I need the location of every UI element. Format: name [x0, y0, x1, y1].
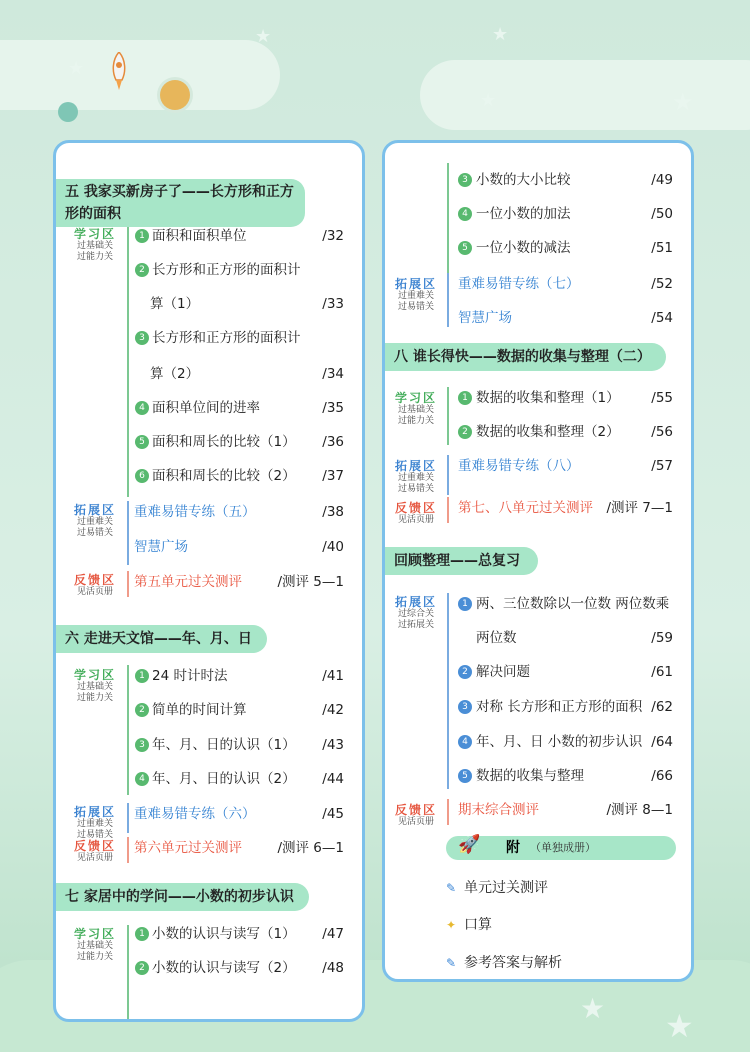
toc-row[interactable]: [385, 307, 691, 329]
toc-row[interactable]: [56, 501, 362, 523]
toc-title: 年、月、日 小数的初步认识: [476, 734, 643, 750]
star-icon: ★: [492, 24, 509, 45]
zone-sub: 过重难关: [76, 517, 113, 527]
number-badge: 6: [135, 469, 149, 483]
appendix-subtitle: （单独成册）: [530, 841, 596, 854]
zone-sub: 过拓展关: [397, 620, 434, 630]
toc-row[interactable]: [385, 661, 691, 683]
toc-row[interactable]: [385, 593, 691, 615]
appendix-header: [446, 836, 676, 860]
toc-row[interactable]: [56, 923, 362, 945]
toc-row[interactable]: [385, 169, 691, 191]
toc-row[interactable]: [385, 421, 691, 443]
pencil-icon: ✎: [446, 881, 457, 895]
toc-page: /51: [651, 240, 673, 256]
toc-title: 重难易错专练（六）: [134, 806, 256, 822]
zone-title: 反馈区: [394, 803, 437, 817]
rocket-icon: 🚀: [458, 834, 481, 855]
zone-sub: 过重难关: [397, 291, 434, 301]
zone-sub: 见活页册: [397, 817, 434, 827]
toc-title: 期末综合测评: [458, 802, 539, 818]
toc-page: /45: [322, 806, 344, 822]
toc-page: /48: [322, 960, 344, 976]
appendix-title: 附: [506, 840, 520, 856]
toc-page: /57: [651, 458, 673, 474]
zone-title: 拓展区: [73, 805, 116, 819]
toc-row[interactable]: [56, 768, 362, 790]
toc-title: 长方形和正方形的面积计: [152, 330, 301, 346]
toc-title: 数据的收集和整理（1）: [476, 390, 620, 406]
toc-row[interactable]: [56, 225, 362, 247]
zone-title: 拓展区: [394, 277, 437, 291]
toc-page: /测评 8—1: [606, 802, 673, 818]
toc-row[interactable]: [56, 665, 362, 687]
toc-row[interactable]: [385, 455, 691, 477]
planet-icon: [58, 102, 78, 122]
toc-page: /32: [322, 228, 344, 244]
number-badge: 3: [135, 738, 149, 752]
zone-sub: 过易错关: [76, 528, 113, 538]
toc-row[interactable]: [56, 699, 362, 721]
toc-page: /59: [651, 630, 673, 646]
toc-row[interactable]: [56, 536, 362, 558]
toc-row[interactable]: [385, 203, 691, 225]
toc-title: 两、三位数除以一位数 两位数乘: [476, 596, 670, 612]
toc-page: /62: [651, 699, 673, 715]
zone-sub: 过能力关: [76, 693, 113, 703]
zone-title: 学习区: [73, 668, 116, 682]
number-badge: 5: [458, 769, 472, 783]
appendix-item-label: 单元过关测评: [464, 880, 548, 896]
toc-title: 第六单元过关测评: [134, 840, 242, 856]
zone-sub: 过基础关: [397, 405, 434, 415]
toc-page: /34: [322, 366, 344, 382]
toc-row[interactable]: [385, 387, 691, 409]
toc-title: 智慧广场: [458, 310, 512, 326]
zone-sub: 过易错关: [76, 830, 113, 840]
toc-title: 第七、八单元过关测评: [458, 500, 593, 516]
zone-title: 反馈区: [73, 839, 116, 853]
toc-title: 两位数: [476, 630, 517, 646]
toc-title: 一位小数的加法: [476, 206, 571, 222]
toc-row[interactable]: [56, 293, 362, 315]
background-cloud: [420, 60, 750, 130]
zone-title: 拓展区: [73, 503, 116, 517]
number-badge: 3: [135, 331, 149, 345]
toc-page: /49: [651, 172, 673, 188]
zone-sub: 过易错关: [397, 302, 434, 312]
toc-title: 解决问题: [476, 664, 530, 680]
toc-title: 小数的认识与读写（1）: [152, 926, 296, 942]
toc-row[interactable]: [56, 327, 362, 349]
toc-row[interactable]: [56, 397, 362, 419]
toc-page: /33: [322, 296, 344, 312]
zone-sub: 过基础关: [76, 241, 113, 251]
toc-title: 简单的时间计算: [152, 702, 247, 718]
toc-title: 第五单元过关测评: [134, 574, 242, 590]
number-badge: 2: [135, 703, 149, 717]
toc-title: 面积单位间的进率: [152, 400, 260, 416]
number-badge: 1: [135, 669, 149, 683]
star-icon: ★: [255, 26, 272, 47]
section-banner-6: 六 走进天文馆——年、月、日: [53, 625, 267, 653]
zone-sub: 过重难关: [76, 819, 113, 829]
toc-page: /66: [651, 768, 673, 784]
appendix-item-label: 参考答案与解析: [464, 955, 562, 971]
number-badge: 4: [135, 772, 149, 786]
zone-sub: 见活页册: [76, 587, 113, 597]
zone-sub: 见活页册: [76, 853, 113, 863]
toc-title: 重难易错专练（五）: [134, 504, 256, 520]
toc-row[interactable]: [56, 734, 362, 756]
number-badge: 1: [135, 927, 149, 941]
toc-row[interactable]: [385, 799, 691, 821]
number-badge: 2: [458, 665, 472, 679]
toc-title: 面积和面积单位: [152, 228, 247, 244]
toc-page: /43: [322, 737, 344, 753]
appendix-item[interactable]: [446, 878, 548, 898]
number-badge: 2: [135, 263, 149, 277]
toc-title: 面积和周长的比较（1）: [152, 434, 296, 450]
number-badge: 4: [135, 401, 149, 415]
section-banner-8: 八 谁长得快——数据的收集与整理（二）: [382, 343, 666, 371]
toc-page: /41: [322, 668, 344, 684]
toc-page: /61: [651, 664, 673, 680]
number-badge: 5: [135, 435, 149, 449]
toc-page: /56: [651, 424, 673, 440]
number-badge: 1: [458, 391, 472, 405]
star-icon: ★: [665, 1007, 694, 1045]
toc-page: /测评 5—1: [277, 574, 344, 590]
zone-title: 拓展区: [394, 459, 437, 473]
number-badge: 4: [458, 207, 472, 221]
toc-row[interactable]: [385, 237, 691, 259]
toc-row[interactable]: [56, 957, 362, 979]
number-badge: 3: [458, 173, 472, 187]
toc-row[interactable]: [385, 765, 691, 787]
toc-title: 数据的收集与整理: [476, 768, 584, 784]
toc-row[interactable]: [56, 259, 362, 281]
zone-sub: 过基础关: [76, 682, 113, 692]
toc-row[interactable]: [56, 837, 362, 859]
toc-page: /42: [322, 702, 344, 718]
toc-title: 面积和周长的比较（2）: [152, 468, 296, 484]
toc-title: 小数的认识与读写（2）: [152, 960, 296, 976]
toc-row[interactable]: [56, 431, 362, 453]
lightbulb-icon: ✦: [446, 918, 457, 932]
toc-title: 算（2）: [150, 366, 200, 382]
toc-title: 一位小数的减法: [476, 240, 571, 256]
toc-page: /36: [322, 434, 344, 450]
number-badge: 3: [458, 700, 472, 714]
number-badge: 5: [458, 241, 472, 255]
star-icon: ★: [480, 90, 497, 111]
toc-title: 年、月、日的认识（1）: [152, 737, 296, 753]
zone-sub: 过能力关: [76, 252, 113, 262]
toc-row[interactable]: [385, 497, 691, 519]
toc-page: /50: [651, 206, 673, 222]
toc-page: /测评 7—1: [606, 500, 673, 516]
toc-right-panel: [382, 140, 694, 982]
zone-title: 学习区: [73, 927, 116, 941]
appendix-item-label: 口算: [464, 917, 492, 933]
toc-row[interactable]: [385, 627, 691, 649]
toc-page: /35: [322, 400, 344, 416]
zone-title: 学习区: [394, 391, 437, 405]
zone-title: 反馈区: [394, 501, 437, 515]
toc-title: 算（1）: [150, 296, 200, 312]
toc-row[interactable]: [56, 571, 362, 593]
pencil-icon: ✎: [446, 956, 457, 970]
number-badge: 1: [135, 229, 149, 243]
appendix-item[interactable]: [446, 915, 492, 935]
background-cloud: [0, 40, 280, 110]
section-banner-review: 回顾整理——总复习: [382, 547, 538, 575]
zone-sub: 过重难关: [397, 473, 434, 483]
toc-title: 24 时计时法: [152, 668, 228, 684]
toc-row[interactable]: [385, 696, 691, 718]
zone-sub: 过易错关: [397, 484, 434, 494]
toc-title: 年、月、日的认识（2）: [152, 771, 296, 787]
toc-row[interactable]: [56, 363, 362, 385]
toc-page: /64: [651, 734, 673, 750]
star-icon: ★: [672, 88, 694, 116]
toc-title: 智慧广场: [134, 539, 188, 555]
toc-title: 小数的大小比较: [476, 172, 571, 188]
zone-sub: 过综合关: [397, 609, 434, 619]
toc-title: 重难易错专练（七）: [458, 276, 580, 292]
toc-row[interactable]: [56, 465, 362, 487]
toc-title: 重难易错专练（八）: [458, 458, 580, 474]
number-badge: 2: [458, 425, 472, 439]
star-icon: ★: [68, 58, 85, 79]
toc-page: /37: [322, 468, 344, 484]
star-icon: ★: [580, 992, 606, 1025]
toc-page: /测评 6—1: [277, 840, 344, 856]
rocket-icon: [106, 52, 132, 92]
zone-line: [447, 593, 449, 789]
toc-row[interactable]: [385, 273, 691, 295]
toc-page: /52: [651, 276, 673, 292]
zone-sub: 过能力关: [397, 416, 434, 426]
toc-row[interactable]: [385, 731, 691, 753]
zone-title: 拓展区: [394, 595, 437, 609]
toc-page: /38: [322, 504, 344, 520]
number-badge: 4: [458, 735, 472, 749]
zone-title: 学习区: [73, 227, 116, 241]
zone-sub: 过基础关: [76, 941, 113, 951]
number-badge: 2: [135, 961, 149, 975]
section-banner-5: 五 我家买新房子了——长方形和正方形的面积: [53, 179, 305, 227]
zone-sub: 见活页册: [397, 515, 434, 525]
toc-row[interactable]: [56, 803, 362, 825]
section-banner-7: 七 家居中的学问——小数的初步认识: [53, 883, 309, 911]
appendix-item[interactable]: [446, 953, 562, 973]
toc-title: 数据的收集和整理（2）: [476, 424, 620, 440]
planet-icon: [160, 80, 190, 110]
toc-page: /44: [322, 771, 344, 787]
toc-page: /40: [322, 539, 344, 555]
toc-page: /54: [651, 310, 673, 326]
zone-sub: 过能力关: [76, 952, 113, 962]
toc-left-panel: [53, 140, 365, 1022]
toc-title: 对称 长方形和正方形的面积: [476, 699, 643, 715]
toc-page: /47: [322, 926, 344, 942]
toc-title: 长方形和正方形的面积计: [152, 262, 301, 278]
toc-page: /55: [651, 390, 673, 406]
number-badge: 1: [458, 597, 472, 611]
zone-title: 反馈区: [73, 573, 116, 587]
